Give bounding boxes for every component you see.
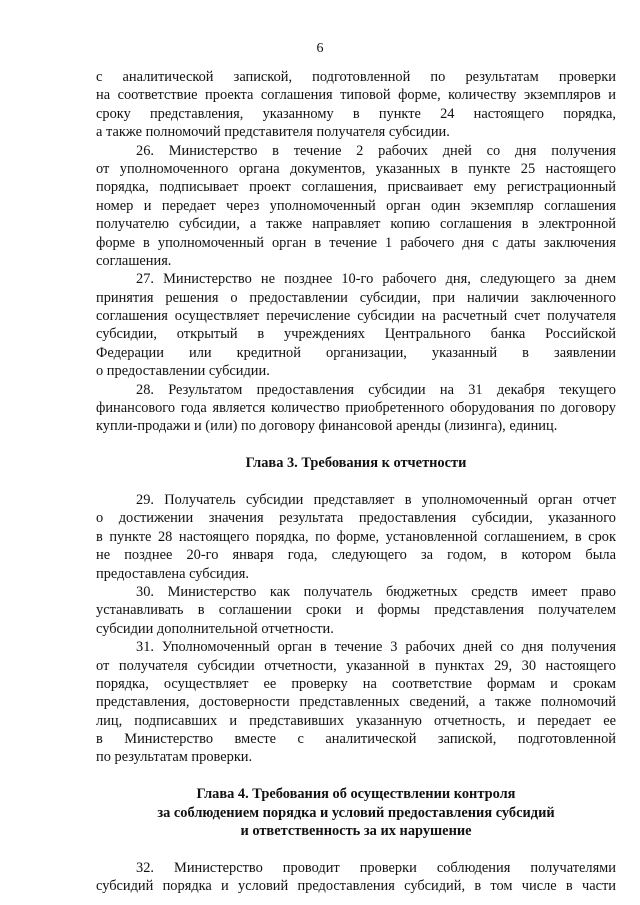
text-line: порядка, осуществляет ее проверку на соответствие формам и срокам (96, 675, 616, 692)
chapter-3-heading: Глава 3. Требования к отчетности (245, 455, 467, 472)
text-line: о достижении значения результата предоставления субсидии, указанного (96, 510, 616, 527)
text-line: 30. Министерство как получатель бюджетных средств имеет право (136, 583, 616, 600)
text-line: от уполномоченного органа документов, указанных в пункте 25 настоящего (96, 160, 616, 177)
heading-line: за соблюдением порядка и условий предоставления субсидий (157, 804, 555, 821)
text-line: на соответствие проекта соглашения типовой форме, количеству экземпляров и (96, 87, 616, 104)
text-line: представления, достоверности представленных сведений, а также полномочий (96, 694, 616, 711)
text-line: форме в уполномоченный орган в течение 1 рабочего дня с даты заключения (96, 234, 616, 251)
text-line: 29. Получатель субсидии представляет в уполномоченный орган отчет (136, 491, 616, 508)
text-line: 32. Министерство проводит проверки соблюдения получателями (136, 859, 616, 876)
paragraph-27 (96, 270, 616, 380)
heading-line: Глава 4. Требования об осуществлении контроля (196, 786, 516, 803)
text-line: субсидий порядка и условий предоставления субсидий, в том числе в части (96, 878, 616, 895)
text-line: Федерации или кредитной организации, указанный в заявлении (96, 344, 616, 361)
spacer (96, 473, 616, 491)
text-line: порядка, подписывает проект соглашения, присваивает ему регистрационный (96, 179, 616, 196)
paragraph-29 (96, 491, 616, 583)
text-line: от получателя субсидии отчетности, указанной в пунктах 29, 30 настоящего (96, 657, 616, 674)
heading-line: и ответственность за их нарушение (240, 823, 472, 840)
text-line: не позднее 20-го января года, следующего за годом, в котором была (96, 547, 616, 564)
text-line: в пункте 28 настоящего порядка, по форме, установленной соглашением, в срок (96, 528, 616, 545)
paragraph-28 (96, 381, 616, 436)
text-line: 27. Министерство не позднее 10-го рабочего дня, следующего за днем (136, 271, 616, 288)
paragraph-30 (96, 583, 616, 638)
spacer (96, 767, 616, 785)
text-line: купли-продажи и (или) по договору финансовой аренды (лизинга), единиц. (96, 418, 558, 435)
text-line: соглашения. (96, 252, 172, 269)
text-line: 28. Результатом предоставления субсидии на 31 декабря текущего (136, 381, 616, 398)
text-line: субсидии, открытый в учреждениях Центрального банка Российской (96, 326, 616, 343)
paragraph-32 (96, 859, 616, 896)
text-line: о предоставлении субсидии. (96, 363, 270, 380)
text-line: по результатам проверки. (96, 749, 253, 766)
text-line: 26. Министерство в течение 2 рабочих дней со дня получения (136, 142, 616, 159)
text-line: финансового года является количество приобретенного оборудования по договору (96, 400, 616, 417)
text-line: соглашения осуществляет перечисление субсидии на расчетный счет получателя (96, 308, 616, 325)
page-number: 6 (316, 41, 324, 56)
text-line: предоставлена субсидия. (96, 565, 249, 582)
text-line: а также полномочий представителя получателя субсидии. (96, 124, 450, 141)
text-line: сроку представления, указанному в пункте 24 настоящего порядка, (96, 105, 616, 122)
paragraph-25-continuation (96, 68, 616, 142)
text-line: с аналитической запиской, подготовленной по результатам проверки (96, 69, 616, 85)
text-line: номер и передает через уполномоченный орган один экземпляр соглашения (96, 197, 616, 214)
spacer (96, 840, 616, 858)
document-body (96, 68, 616, 896)
text-line: в Министерство вместе с аналитической запиской, подготовленной (96, 731, 616, 748)
text-line: лиц, подписавших и представивших указанную отчетность, и передает ее (96, 712, 616, 729)
paragraph-26 (96, 142, 616, 271)
text-line: 31. Уполномоченный орган в течение 3 рабочих дней со дня получения (136, 639, 616, 656)
paragraph-31 (96, 638, 616, 767)
text-line: принятия решения о предоставлении субсидии, при наличии заключенного (96, 289, 616, 306)
text-line: получателю субсидии, а также направляет копию соглашения в электронной (96, 216, 616, 233)
text-line: устанавливать в соглашении сроки и формы представления получателем (96, 602, 616, 619)
spacer (96, 436, 616, 454)
chapter-4-heading (96, 785, 616, 840)
text-line: субсидии дополнительной отчетности. (96, 620, 334, 637)
